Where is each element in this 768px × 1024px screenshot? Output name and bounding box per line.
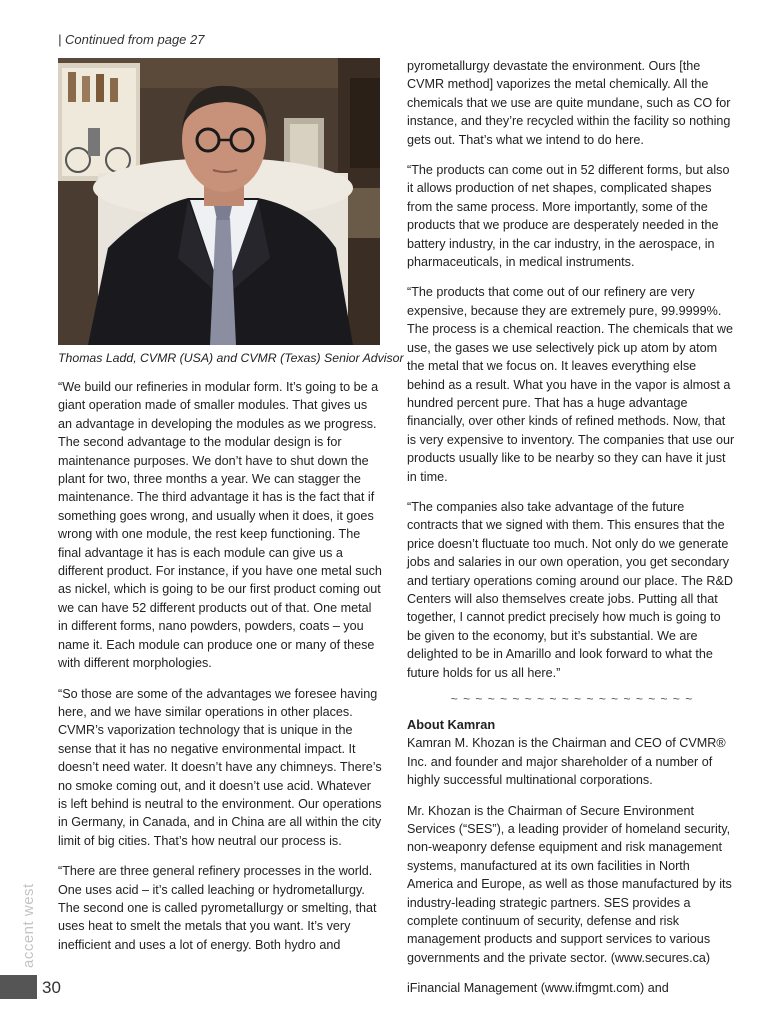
- paragraph: pyrometallurgy devastate the environment. Ours [the CVMR method] vaporizes the metal chemically. All the chemicals that we use are quite mundane, such as CO for instance, and they’re recycled within the facility so nothing gets out. That’s what we intend to do here.: [407, 59, 731, 147]
- page-number-box: [0, 975, 37, 999]
- portrait-photo: [58, 58, 380, 345]
- about-paragraph: Mr. Khozan is the Chairman of Secure Environment Services (“SES”), a leading provider of homeland security, non-weaponry defense equipment and risk management systems, manufactured at its own facilities in North America and Europe, as well as those manufactured by its industry-leading strategic partners. SES provides a complete continuum of security, defense and risk management products and support services to various governments and the private sector. (www.secures.ca): [407, 803, 732, 965]
- page-number: 30: [42, 978, 61, 997]
- about-heading: About Kamran: [407, 717, 496, 732]
- paragraph: “There are three general refinery processes in the world. One uses acid – it’s called leaching or hydrometallurgy. The second one is called pyrometallurgy or smelting, that uses heat to smelt the metals that you want. It’s very inefficient and uses a lot of energy. Both hydro and: [58, 864, 377, 952]
- paragraph: “So those are some of the advantages we foresee having here, and we have similar operations in other places. CVMR’s vaporization technology that is unique in the sense that it has no negative environmental impact. It doesn’t need water. It doesn’t have any chimneys. There’s no smoke coming out, and it doesn’t use acid. Whatever is left behind is neutral to the environment. Our operations in Germany, in Canada, and in China are all within the city limit of big cities. That’s how neutral our process is.: [58, 686, 382, 848]
- right-column: [407, 57, 737, 1010]
- photo-caption: Thomas Ladd, CVMR (USA) and CVMR (Texas) Senior Advisor: [58, 351, 404, 365]
- about-paragraph: iFinancial Management (www.ifmgmt.com) and: [407, 981, 669, 996]
- paragraph: “We build our refineries in modular form. It’s going to be a giant operation made of smaller modules. That gives us an advantage in developing the modules as we progress. The second advantage to the modular design is for maintenance purposes. We don’t have to shut down the plant for two, three months a year. We can stagger the maintenance. The third advantage it has is the fact that if something goes wrong, and usually when it does, it goes wrong with one module, the rest keep functioning. The final advantage it has is each module can give us a different product. For instance, if you have one metal such as nickel, which is going to be our first product coming out we can have 52 different products out of that. One metal in different forms, nano powders, powders, coats – you name it. Each module can produce one or many of these with different morphologies.: [58, 380, 382, 671]
- paragraph: “The products that come out of our refinery are very expensive, because they are extremely pure, 99.9999%. The process is a chemical reaction. The chemicals that we use, the gases we use selectively pick up atom by atom the metal that we focus on. It leaves everything else behind as a result. What you have in the vapor is almost a hundred percent pure. That has a huge advantage financially, over other kinds of refined methods. Now, that is very expensive to inventory. The companies that use our products usually like to be nearby so they can have it just in time.: [407, 285, 735, 484]
- paragraph: “The products can come out in 52 different forms, but also it allows production of net shapes, complicated shapes from the same process. More importantly, some of the products that we produce are desperately needed in the battery industry, in the car industry, in the aerospace, in pharmaceuticals, in medical instruments.: [407, 163, 730, 270]
- paragraph: “The companies also take advantage of the future contracts that we signed with them. This ensures that the price doesn’t fluctuate too much. Not only do we generate jobs and salaries in our own operation, you get secondary and tertiary operations coming around our place. The R&D Centers will also themselves create jobs. Putting all that together, I cannot predict precisely how much is going to be given to the economy, but it’s substantial. We are delighted to be in Amarillo and look forward to what the future holds for us all here.”: [407, 499, 733, 680]
- magazine-brand: accent west: [20, 883, 37, 968]
- about-paragraph: Kamran M. Khozan is the Chairman and CEO of CVMR® Inc. and founder and major shareholder of a number of highly successful multinational corporations.: [407, 736, 726, 788]
- section-divider: ~ ~ ~ ~ ~ ~ ~ ~ ~ ~ ~ ~ ~ ~ ~ ~ ~ ~ ~ ~: [450, 692, 694, 706]
- left-column: [58, 378, 382, 966]
- continued-note: | Continued from page 27: [58, 32, 205, 47]
